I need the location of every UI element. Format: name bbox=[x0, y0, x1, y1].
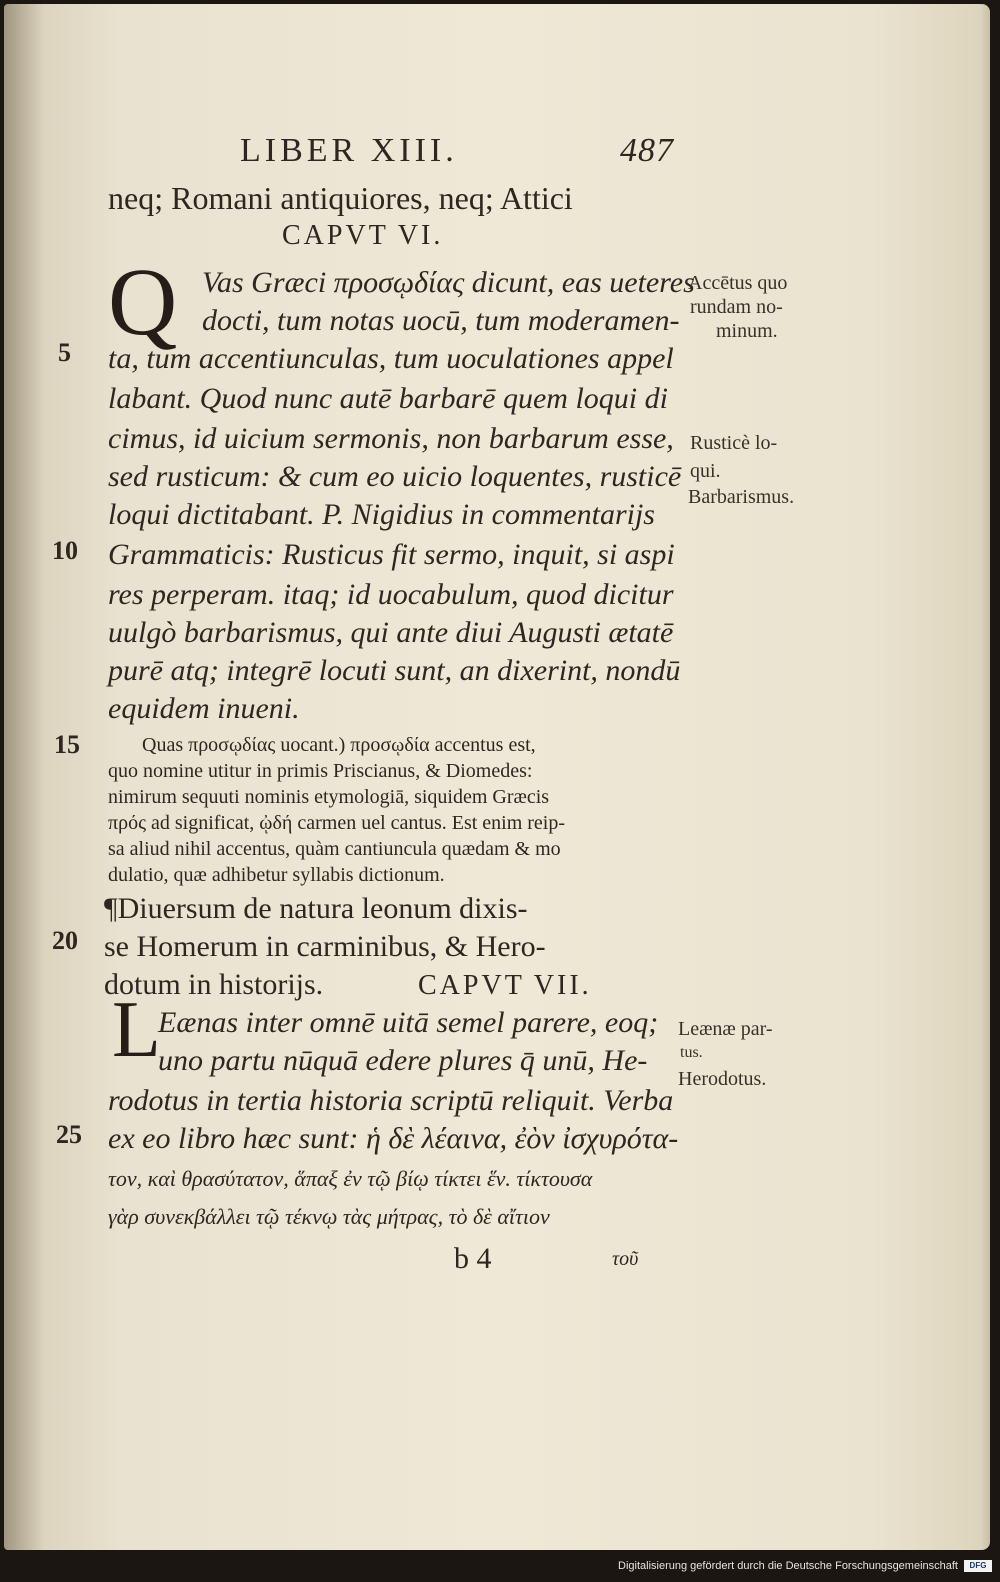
note-line: quo nomine utitur in primis Priscianus, & Diomedes: bbox=[108, 760, 533, 782]
body-line: purē atq; integrē locuti sunt, an dixerint, nondū bbox=[108, 654, 681, 687]
running-title: LIBER XIII. bbox=[240, 132, 458, 169]
book-page bbox=[4, 4, 990, 1550]
body-line: Vas Græci προσῳδίας dicunt, eas ueteres bbox=[202, 266, 695, 299]
margin-note: minum. bbox=[716, 320, 778, 342]
title-line: neq; Romani antiquiores, neq; Attici bbox=[108, 180, 573, 216]
body-line: docti, tum notas uocū, tum moderamen- bbox=[202, 304, 680, 337]
margin-note: qui. bbox=[690, 460, 721, 482]
page-number: 487 bbox=[620, 132, 674, 169]
body-line: Grammaticis: Rusticus fit sermo, inquit, si aspi bbox=[108, 538, 675, 571]
body-line: labant. Quod nunc autē barbarē quem loqui di bbox=[108, 382, 668, 415]
body-line: uulgò barbarismus, qui ante diui Augusti ætatē bbox=[108, 616, 674, 649]
margin-note: Leænæ par- bbox=[678, 1018, 773, 1040]
body-line: Eænas inter omnē uitā semel parere, eoq; bbox=[158, 1006, 659, 1039]
note-line: dulatio, quæ adhibetur syllabis dictionum. bbox=[108, 864, 445, 886]
margin-note: Barbarismus. bbox=[688, 486, 795, 508]
initial-q: Q bbox=[108, 248, 178, 355]
body-line: ex eo libro hæc sunt: ἡ δὲ λέαινα, ἐὸν ἰσχυρότα- bbox=[108, 1122, 679, 1155]
catchword: τοῦ bbox=[612, 1248, 639, 1270]
chapter-title-7: ¶Diuersum de natura leonum dixis- bbox=[104, 892, 528, 925]
margin-note: rundam no- bbox=[690, 296, 783, 318]
note-line: nimirum sequuti nominis etymologiā, siquidem Græcis bbox=[108, 786, 550, 808]
body-line: res perperam. itaq; id uocabulum, quod dicitur bbox=[108, 578, 674, 611]
body-line: τον, καὶ θρασύτατον, ἅπαξ ἐν τῷ βίῳ τίκτει ἕν. τίκτουσα bbox=[108, 1166, 593, 1191]
page-edge bbox=[982, 4, 990, 1550]
dfg-logo: DFG bbox=[964, 1560, 992, 1572]
body-line: uno partu nūquā edere plures q̄ unū, He- bbox=[158, 1044, 648, 1077]
chapter-heading-6: CAPVT VI. bbox=[282, 220, 444, 251]
body-line: sed rusticum: & cum eo uicio loquentes, rusticē bbox=[108, 460, 682, 493]
line-number: 5 bbox=[58, 338, 71, 367]
line-number: 20 bbox=[52, 926, 78, 955]
margin-note: Rusticè lo- bbox=[690, 432, 778, 454]
note-line: πρός ad significat, ᾠδή carmen uel cantus. Est enim reip- bbox=[108, 812, 566, 834]
body-line: γὰρ συνεκβάλλει τῷ τέκνῳ τὰς μήτρας, τὸ δὲ αἴτιον bbox=[108, 1204, 550, 1229]
body-line: ta, tum accentiunculas, tum uoculationes appel bbox=[108, 342, 674, 375]
line-number: 25 bbox=[56, 1120, 82, 1149]
body-line: loqui dictitabant. P. Nigidius in commentarijs bbox=[108, 498, 655, 531]
margin-note: Herodotus. bbox=[678, 1068, 767, 1090]
chapter-title-7: se Homerum in carminibus, & Hero- bbox=[104, 930, 546, 963]
chapter-heading-7: CAPVT VII. bbox=[418, 970, 592, 1001]
body-line: cimus, id uicium sermonis, non barbarum esse, bbox=[108, 422, 674, 455]
margin-note: Accētus quo bbox=[688, 272, 788, 294]
digitization-credit: Digitalisierung gefördert durch die Deutsche Forschungsgemeinschaft bbox=[618, 1560, 958, 1572]
initial-l: L bbox=[112, 986, 161, 1074]
note-line: Quas προσῳδίας uocant.) προσῳδία accentus est, bbox=[142, 734, 536, 756]
margin-note: tus. bbox=[680, 1044, 703, 1061]
line-number: 15 bbox=[54, 730, 80, 759]
body-line: rodotus in tertia historia scriptū reliquit. Verba bbox=[108, 1084, 674, 1117]
note-line: sa aliud nihil accentus, quàm cantiuncula quædam & mo bbox=[108, 838, 561, 860]
body-line: equidem inueni. bbox=[108, 692, 300, 725]
signature-mark: b 4 bbox=[454, 1242, 492, 1275]
chapter-title-7: dotum in historijs. bbox=[104, 968, 324, 1001]
gutter-shadow bbox=[4, 4, 44, 1550]
line-number: 10 bbox=[52, 536, 78, 565]
